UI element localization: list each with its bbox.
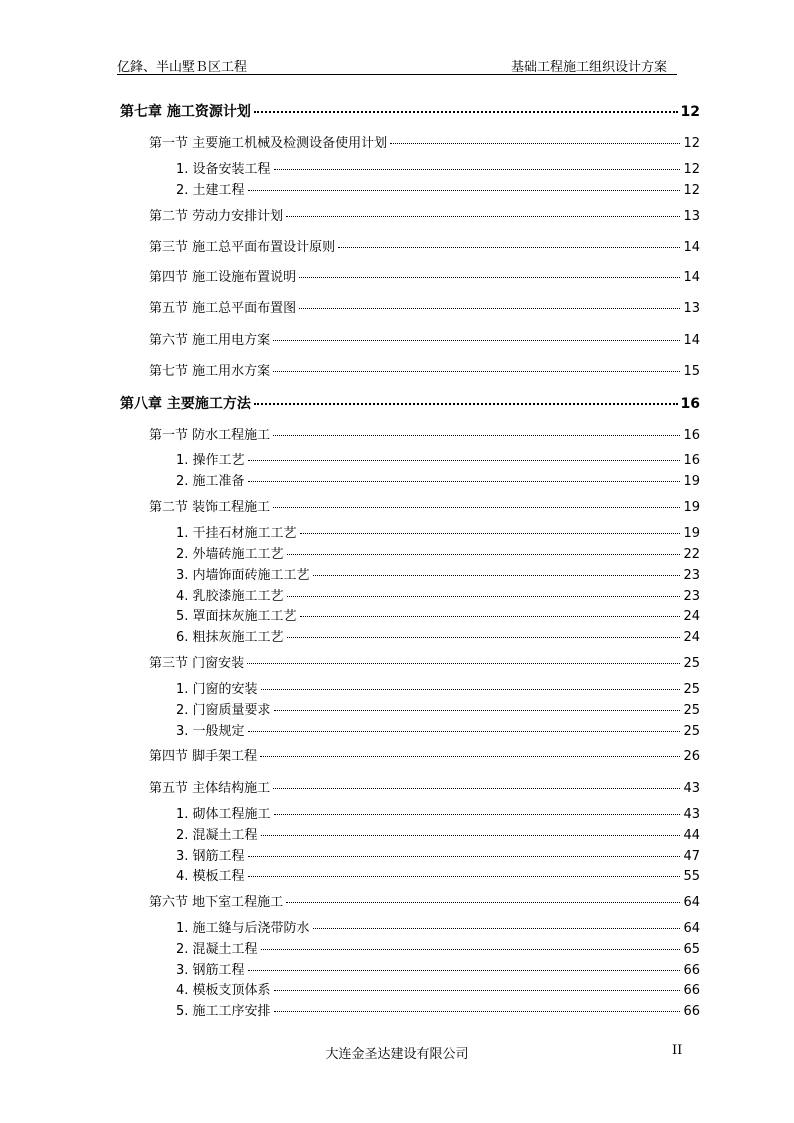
toc-subsection-entry[interactable] — [176, 589, 700, 605]
toc-dot-leader — [260, 755, 680, 757]
toc-subsection-entry[interactable] — [176, 474, 700, 490]
toc-section-entry[interactable] — [149, 500, 700, 516]
toc-dot-leader — [248, 969, 681, 971]
toc-dot-leader — [261, 834, 681, 836]
toc-dot-leader — [274, 813, 681, 815]
toc-chapter-entry[interactable] — [120, 396, 700, 412]
toc-section-entry[interactable] — [149, 749, 700, 765]
toc-entry-page: 26 — [683, 749, 700, 764]
toc-entry-title: 1. 操作工艺 — [176, 453, 245, 468]
toc-dot-leader — [254, 110, 678, 113]
toc-subsection-entry[interactable] — [176, 869, 700, 885]
toc-section-entry[interactable] — [149, 333, 700, 349]
toc-dot-leader — [287, 595, 681, 597]
toc-dot-leader — [287, 636, 681, 638]
toc-dot-leader — [286, 215, 680, 217]
footer-company: 大连金圣达建设有限公司 — [325, 1047, 469, 1062]
toc-entry-title: 第三节 施工总平面布置设计原则 — [149, 240, 336, 255]
toc-dot-leader — [254, 402, 678, 405]
toc-dot-leader — [274, 709, 681, 711]
toc-dot-leader — [273, 787, 680, 789]
toc-entry-title: 第二节 劳动力安排计划 — [149, 209, 284, 224]
toc-dot-leader — [274, 1010, 681, 1012]
toc-subsection-entry[interactable] — [176, 1004, 700, 1020]
toc-dot-leader — [313, 927, 681, 929]
toc-entry-page: 25 — [683, 656, 700, 671]
toc-entry-title: 第七节 施工用水方案 — [149, 364, 271, 379]
toc-chapter-entry[interactable] — [120, 104, 700, 120]
toc-entry-title: 1. 干挂石材施工工艺 — [176, 526, 297, 541]
toc-subsection-entry[interactable] — [176, 828, 700, 844]
toc-entry-page: 13 — [683, 209, 700, 224]
toc-entry-page: 14 — [683, 333, 700, 348]
toc-entry-page: 23 — [683, 568, 700, 583]
toc-entry-title: 5. 罩面抹灰施工工艺 — [176, 609, 297, 624]
toc-entry-title: 3. 钢筋工程 — [176, 849, 245, 864]
header-project-name: 亿鋒、半山墅Ｂ区工程 — [117, 60, 248, 75]
toc-dot-leader — [273, 370, 680, 372]
toc-entry-page: 66 — [683, 1004, 700, 1019]
toc-entry-title: 3. 一般规定 — [176, 724, 245, 739]
toc-section-entry[interactable] — [149, 895, 700, 911]
toc-dot-leader — [248, 459, 681, 461]
footer-page-number: II — [672, 1043, 683, 1058]
toc-subsection-entry[interactable] — [176, 547, 700, 563]
toc-entry-title: 第七章 施工资源计划 — [120, 104, 251, 120]
toc-subsection-entry[interactable] — [176, 724, 700, 740]
toc-entry-page: 19 — [683, 500, 700, 515]
toc-entry-title: 1. 设备安装工程 — [176, 162, 271, 177]
toc-subsection-entry[interactable] — [176, 682, 700, 698]
toc-entry-title: 2. 混凝土工程 — [176, 942, 258, 957]
toc-entry-page: 64 — [683, 895, 700, 910]
toc-entry-page: 14 — [683, 270, 700, 285]
toc-subsection-entry[interactable] — [176, 162, 700, 178]
toc-dot-leader — [338, 246, 680, 248]
toc-section-entry[interactable] — [149, 209, 700, 225]
toc-dot-leader — [274, 168, 681, 170]
toc-entry-page: 16 — [683, 453, 700, 468]
toc-entry-page: 16 — [683, 428, 700, 443]
toc-entry-title: 1. 砌体工程施工 — [176, 807, 271, 822]
toc-entry-title: 2. 施工准备 — [176, 474, 245, 489]
toc-dot-leader — [248, 855, 681, 857]
toc-subsection-entry[interactable] — [176, 983, 700, 999]
toc-entry-page: 16 — [680, 396, 700, 412]
toc-entry-page: 47 — [683, 849, 700, 864]
toc-entry-title: 第五节 施工总平面布置图 — [149, 301, 297, 316]
toc-entry-page: 13 — [683, 301, 700, 316]
toc-entry-page: 64 — [683, 921, 700, 936]
toc-section-entry[interactable] — [149, 301, 700, 317]
toc-entry-title: 4. 模板工程 — [176, 869, 245, 884]
toc-entry-title: 第六节 地下室工程施工 — [149, 895, 284, 910]
toc-entry-title: 3. 钢筋工程 — [176, 963, 245, 978]
toc-entry-title: 3. 内墙饰面砖施工工艺 — [176, 568, 310, 583]
toc-entry-title: 第三节 门窗安装 — [149, 656, 245, 671]
toc-dot-leader — [313, 574, 681, 576]
toc-dot-leader — [287, 553, 681, 555]
toc-entry-page: 12 — [683, 162, 700, 177]
toc-subsection-entry[interactable] — [176, 526, 700, 542]
page-header — [117, 56, 677, 75]
toc-entry-page: 12 — [683, 136, 700, 151]
toc-entry-page: 43 — [683, 807, 700, 822]
toc-dot-leader — [273, 339, 680, 341]
toc-section-entry[interactable] — [149, 428, 700, 444]
toc-dot-leader — [273, 506, 680, 508]
toc-entry-title: 4. 乳胶漆施工工艺 — [176, 589, 284, 604]
toc-entry-title: 第四节 脚手架工程 — [149, 749, 258, 764]
toc-entry-page: 25 — [683, 724, 700, 739]
toc-dot-leader — [299, 276, 680, 278]
toc-dot-leader — [286, 901, 680, 903]
toc-entry-page: 55 — [683, 869, 700, 884]
toc-entry-title: 6. 粗抹灰施工工艺 — [176, 630, 284, 645]
toc-subsection-entry[interactable] — [176, 703, 700, 719]
toc-entry-title: 4. 模板支顶体系 — [176, 983, 271, 998]
toc-entry-title: 第四节 施工设施布置说明 — [149, 270, 297, 285]
toc-entry-page: 65 — [683, 942, 700, 957]
toc-dot-leader — [261, 948, 681, 950]
toc-dot-leader — [390, 142, 680, 144]
toc-section-entry[interactable] — [149, 240, 700, 256]
toc-entry-title: 2. 门窗质量要求 — [176, 703, 271, 718]
toc-entry-page: 14 — [683, 240, 700, 255]
toc-entry-title: 1. 施工缝与后浇带防水 — [176, 921, 310, 936]
toc-entry-page: 15 — [683, 364, 700, 379]
toc-dot-leader — [248, 875, 681, 877]
toc-entry-title: 5. 施工工序安排 — [176, 1004, 271, 1019]
toc-entry-page: 66 — [683, 963, 700, 978]
toc-section-entry[interactable] — [149, 270, 700, 286]
toc-subsection-entry[interactable] — [176, 609, 700, 625]
toc-subsection-entry[interactable] — [176, 568, 700, 584]
toc-entry-title: 2. 混凝土工程 — [176, 828, 258, 843]
toc-subsection-entry[interactable] — [176, 183, 700, 199]
toc-entry-title: 第五节 主体结构施工 — [149, 781, 271, 796]
toc-dot-leader — [261, 688, 681, 690]
toc-dot-leader — [300, 615, 681, 617]
toc-dot-leader — [248, 730, 681, 732]
toc-entry-page: 43 — [683, 781, 700, 796]
toc-section-entry[interactable] — [149, 136, 700, 152]
toc-entry-page: 12 — [683, 183, 700, 198]
toc-subsection-entry[interactable] — [176, 453, 700, 469]
toc-entry-page: 25 — [683, 682, 700, 697]
header-document-title: 基础工程施工组织设计方案 — [510, 60, 667, 75]
toc-entry-page: 12 — [680, 104, 700, 120]
toc-entry-title: 第八章 主要施工方法 — [120, 396, 251, 412]
toc-entry-page: 24 — [683, 609, 700, 624]
toc-entry-title: 2. 外墙砖施工工艺 — [176, 547, 284, 562]
toc-entry-page: 22 — [683, 547, 700, 562]
toc-entry-page: 44 — [683, 828, 700, 843]
toc-entry-title: 2. 土建工程 — [176, 183, 245, 198]
toc-section-entry[interactable] — [149, 656, 700, 672]
toc-dot-leader — [247, 662, 680, 664]
toc-dot-leader — [274, 989, 681, 991]
toc-subsection-entry[interactable] — [176, 849, 700, 865]
toc-dot-leader — [273, 434, 680, 436]
toc-subsection-entry[interactable] — [176, 807, 700, 823]
toc-entry-page: 23 — [683, 589, 700, 604]
toc-subsection-entry[interactable] — [176, 630, 700, 646]
toc-entry-page: 19 — [683, 526, 700, 541]
toc-dot-leader — [300, 532, 681, 534]
toc-entry-page: 66 — [683, 983, 700, 998]
toc-dot-leader — [248, 480, 681, 482]
toc-entry-page: 24 — [683, 630, 700, 645]
toc-entry-page: 25 — [683, 703, 700, 718]
toc-subsection-entry[interactable] — [176, 963, 700, 979]
toc-section-entry[interactable] — [149, 781, 700, 797]
toc-entry-title: 第二节 装饰工程施工 — [149, 500, 271, 515]
toc-entry-title: 1. 门窗的安装 — [176, 682, 258, 697]
toc-subsection-entry[interactable] — [176, 921, 700, 937]
toc-subsection-entry[interactable] — [176, 942, 700, 958]
toc-entry-title: 第一节 主要施工机械及检测设备使用计划 — [149, 136, 388, 151]
toc-dot-leader — [299, 307, 680, 309]
toc-entry-page: 19 — [683, 474, 700, 489]
toc-entry-title: 第六节 施工用电方案 — [149, 333, 271, 348]
toc-dot-leader — [248, 189, 681, 191]
toc-section-entry[interactable] — [149, 364, 700, 380]
toc-entry-title: 第一节 防水工程施工 — [149, 428, 271, 443]
